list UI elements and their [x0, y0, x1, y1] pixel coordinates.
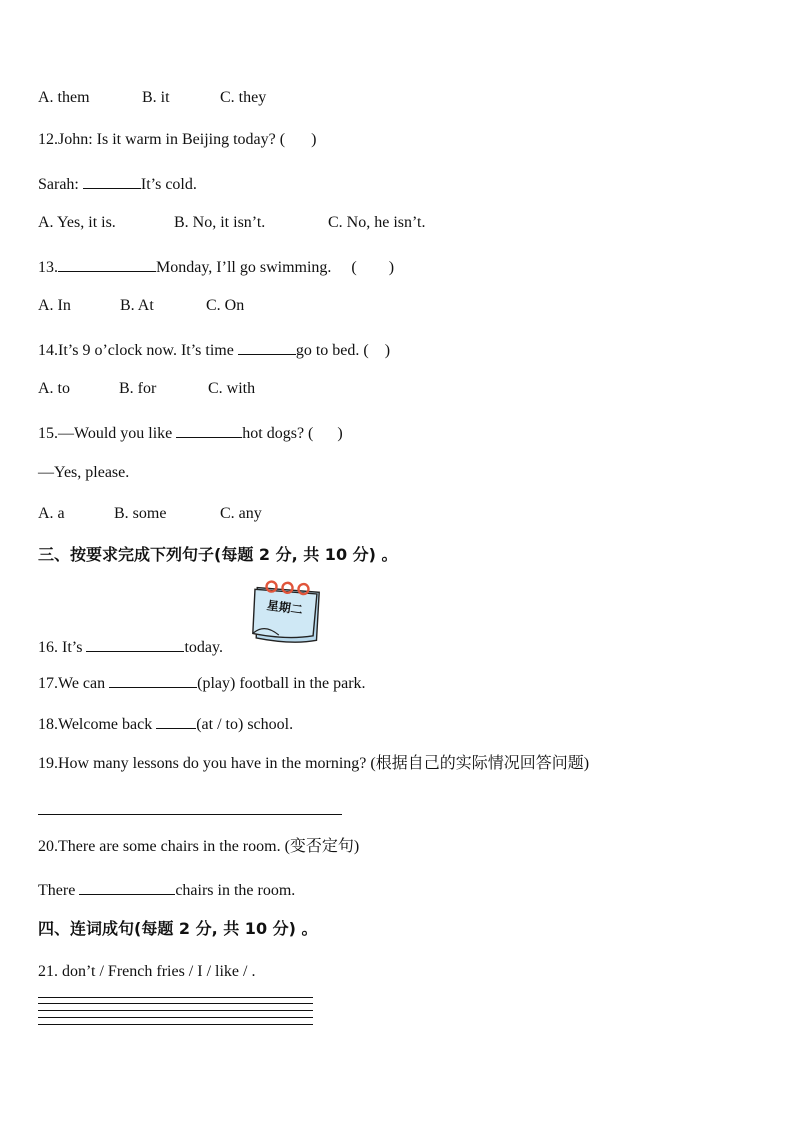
q21-question: 21. don’t / French fries / I / like / .	[38, 963, 256, 980]
q17-question	[38, 671, 366, 694]
q14-option-c: C. with	[208, 380, 256, 397]
q17-prefix: 17.We can	[38, 675, 106, 692]
q12-answer-suffix: It’s cold.	[140, 176, 197, 193]
q13-blank[interactable]	[58, 255, 156, 272]
q16-blank[interactable]	[86, 635, 184, 652]
q12-question	[38, 130, 316, 150]
q12-blank[interactable]	[83, 172, 141, 189]
q17-blank[interactable]	[109, 671, 197, 688]
q15-options	[38, 504, 262, 524]
q12-option-b: B. No, it isn’t.	[174, 214, 266, 231]
q12-answer	[38, 172, 197, 195]
q15-option-c: C. any	[220, 505, 262, 522]
q18-question	[38, 712, 293, 735]
q13-question	[38, 255, 394, 278]
q20-answer	[38, 878, 295, 901]
q14-question	[38, 338, 390, 361]
q12-option-c: C. No, he isn’t.	[328, 214, 426, 231]
q14-blank[interactable]	[238, 338, 296, 355]
q18-blank[interactable]	[156, 712, 196, 729]
calendar-label: 星期二	[265, 598, 304, 618]
q15-prefix: 15.—Would you like	[38, 425, 173, 442]
q14-option-b: B. for	[119, 380, 157, 397]
q15-reply: —Yes, please.	[38, 464, 130, 481]
q21-answer-line-2[interactable]	[38, 1003, 313, 1004]
q13-paren: ( )	[351, 259, 395, 276]
q20-question: 20.There are some chairs in the room. (变否定句)	[38, 838, 360, 855]
q11-option-c: C. they	[220, 89, 267, 106]
q20-answer-prefix: There	[38, 882, 76, 899]
q21-answer-line-1[interactable]	[38, 997, 313, 998]
q18-prefix: 18.Welcome back	[38, 716, 153, 733]
q11-option-a: A. them	[38, 89, 90, 106]
q15-option-a: A. a	[38, 505, 65, 522]
q13-option-a: A. In	[38, 297, 71, 314]
q16-question	[38, 635, 223, 658]
q16-suffix: today.	[184, 639, 223, 656]
q14-option-a: A. to	[38, 380, 70, 397]
q19-question: 19.How many lessons do you have in the morning? (根据自己的实际情况回答问题)	[38, 755, 590, 772]
q15-question	[38, 421, 343, 444]
q13-options	[38, 296, 244, 316]
calendar-ring	[266, 581, 277, 592]
q19-answer-line[interactable]	[38, 814, 342, 815]
q21-answer-line-3[interactable]	[38, 1010, 313, 1011]
q12-question-text: 12.John: Is it warm in Beijing today? (	[38, 131, 286, 148]
q20-answer-suffix: chairs in the room.	[175, 882, 296, 899]
calendar-icon	[246, 578, 328, 648]
q18-suffix: (at / to) school.	[196, 716, 294, 733]
q13-option-b: B. At	[120, 297, 154, 314]
q13-prefix: 13.	[38, 259, 58, 276]
q14-paren-close: )	[384, 342, 391, 359]
calendar-ring	[282, 582, 293, 593]
q21-answer-line-5[interactable]	[38, 1024, 313, 1025]
q14-options	[38, 379, 255, 399]
q20-blank[interactable]	[79, 878, 175, 895]
q12-option-a: A. Yes, it is.	[38, 214, 116, 231]
q21-answer-line-4[interactable]	[38, 1017, 313, 1018]
q15-blank[interactable]	[176, 421, 242, 438]
q17-suffix: (play) football in the park.	[197, 675, 366, 692]
q13-option-c: C. On	[206, 297, 245, 314]
q14-suffix: go to bed. (	[295, 342, 369, 359]
calendar-ring	[298, 583, 309, 594]
q15-option-b: B. some	[114, 505, 167, 522]
q15-paren-close: )	[337, 425, 343, 442]
q16-prefix: 16. It’s	[38, 639, 83, 656]
q14-prefix: 14.It’s 9 o’clock now. It’s time	[38, 342, 234, 359]
section3-title: 三、按要求完成下列句子(每题 2 分, 共 10 分) 。	[38, 545, 398, 564]
q12-answer-prefix: Sarah:	[38, 176, 79, 193]
section4-title: 四、连词成句(每题 2 分, 共 10 分) 。	[38, 919, 318, 938]
q13-suffix: Monday, I’ll go swimming.	[156, 259, 332, 276]
q11-options	[38, 88, 266, 108]
q12-paren-close: )	[311, 131, 317, 148]
q12-options	[38, 213, 425, 233]
q11-option-b: B. it	[142, 89, 170, 106]
q15-suffix: hot dogs? (	[242, 425, 314, 442]
